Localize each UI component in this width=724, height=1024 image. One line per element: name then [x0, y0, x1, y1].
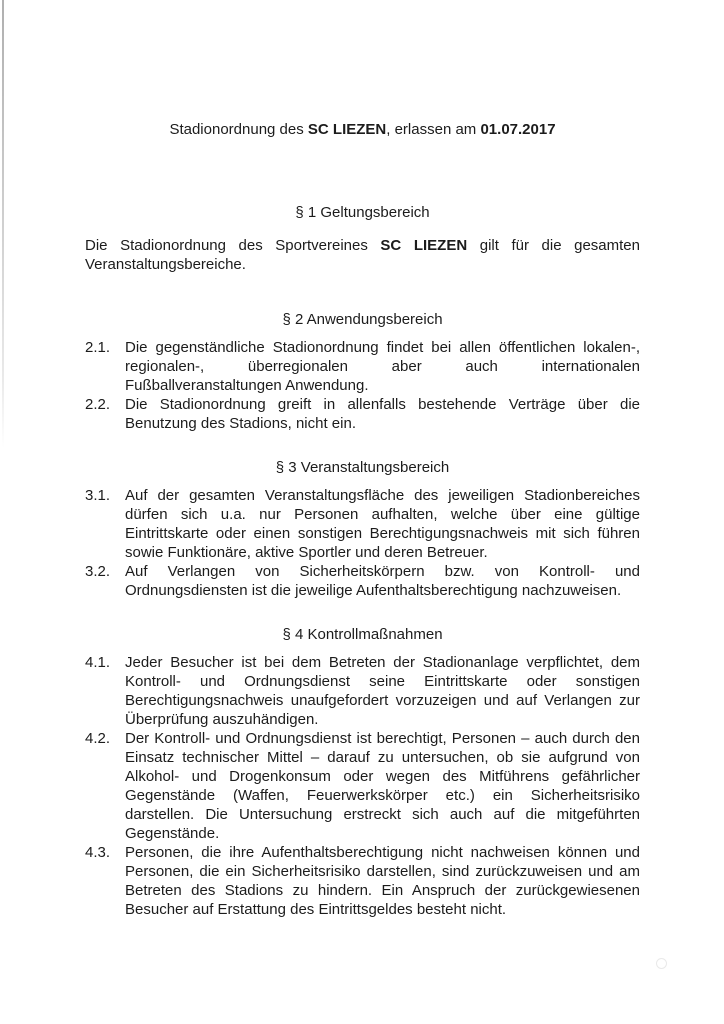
clause-2-1 [85, 338, 640, 395]
scan-artifact-smudge [656, 958, 667, 969]
clause-number: 3.1. [85, 487, 111, 504]
clause-number: 4.1. [85, 654, 111, 671]
clause-number: 4.2. [85, 730, 111, 747]
clause-4-3 [85, 843, 640, 919]
title-text-infix: , erlassen am [386, 121, 481, 138]
document-title [85, 0, 640, 139]
issue-date: 01.07.2017 [480, 121, 556, 138]
document-content [85, 0, 640, 919]
clause-number: 4.3. [85, 844, 111, 861]
clause-text: Die gegenständliche Stadionordnung findet bei allen öffentlichen lokalen-, regionalen-, überregionalen aber auch internationalen Fußballveranstaltungen Anwendung. [125, 339, 640, 394]
clause-3-2 [85, 562, 640, 600]
clause-number: 2.2. [85, 396, 111, 413]
scan-artifact-left-edge [2, 0, 4, 448]
clause-text: Der Kontroll- und Ordnungsdienst ist berechtigt, Personen – auch durch den Einsatz technischer Mittel – darauf zu untersuchen, ob sie aufgrund von Alkohol- und Drogenkonsum oder wegen des Mitführens gefährlicher Gegenstände (Waffen, Feuerwerkskörper etc.) ein Sicherheitsrisiko darstellen. Die Untersuchung erstreckt sich auch auf die mitgeführten Gegenstände. [125, 730, 640, 842]
clause-text: Auf Verlangen von Sicherheitskörpern bzw. von Kontroll- und Ordnungsdiensten ist die jeweilige Aufenthaltsberechtigung nachzuweisen. [125, 563, 640, 599]
clause-text: Auf der gesamten Veranstaltungsfläche des jeweiligen Stadionbereiches dürfen sich u.a. nur Personen aufhalten, welche über eine gültige Eintrittskarte oder einen sonstigen Berechtigungsnachweis mit sich führen sowie Funktionäre, aktive Sportler und deren Betreuer. [125, 487, 640, 561]
clause-2-2 [85, 395, 640, 433]
section-1-heading: § 1 Geltungsbereich [295, 204, 430, 221]
clause-text: Die Stadionordnung greift in allenfalls bestehende Verträge über die Benutzung des Stadions, nicht ein. [125, 396, 640, 432]
section-1-text-suffix: gilt für die gesamten Veranstaltungsbereiche. [85, 237, 640, 273]
section-1-text-prefix: Die Stadionordnung des Sportvereines [85, 237, 381, 254]
clause-4-2 [85, 729, 640, 843]
section-3-heading: § 3 Veranstaltungsbereich [275, 459, 450, 476]
section-3-clauses [85, 486, 640, 600]
section-4-clauses [85, 653, 640, 919]
title-text-prefix: Stadionordnung des [169, 121, 308, 138]
section-4-heading: § 4 Kontrollmaßnahmen [282, 626, 443, 643]
club-name: SC LIEZEN [307, 121, 387, 138]
clause-text: Personen, die ihre Aufenthaltsberechtigung nicht nachweisen können und Personen, die ein Sicherheitsrisiko darstellen, sind zurückzuweisen und am Betreten des Stadions zu hindern. Ein Anspruch der zurückgewiesenen Besucher auf Erstattung des Eintrittsgeldes besteht nicht. [125, 844, 640, 918]
section-2-heading: § 2 Anwendungsbereich [282, 311, 443, 328]
clause-number: 3.2. [85, 563, 111, 580]
clause-4-1 [85, 653, 640, 729]
club-name: SC LIEZEN [380, 237, 468, 254]
section-1-paragraph [85, 236, 640, 274]
section-2-clauses [85, 338, 640, 433]
clause-text: Jeder Besucher ist bei dem Betreten der Stadionanlage verpflichtet, dem Kontroll- und Ordnungsdienst seine Eintrittskarte oder sonstigen Berechtigungsnachweis unaufgefordert vorzuzeigen und auf Verlangen zur Überprüfung auszuhändigen. [125, 654, 640, 728]
clause-3-1 [85, 486, 640, 562]
clause-number: 2.1. [85, 339, 111, 356]
